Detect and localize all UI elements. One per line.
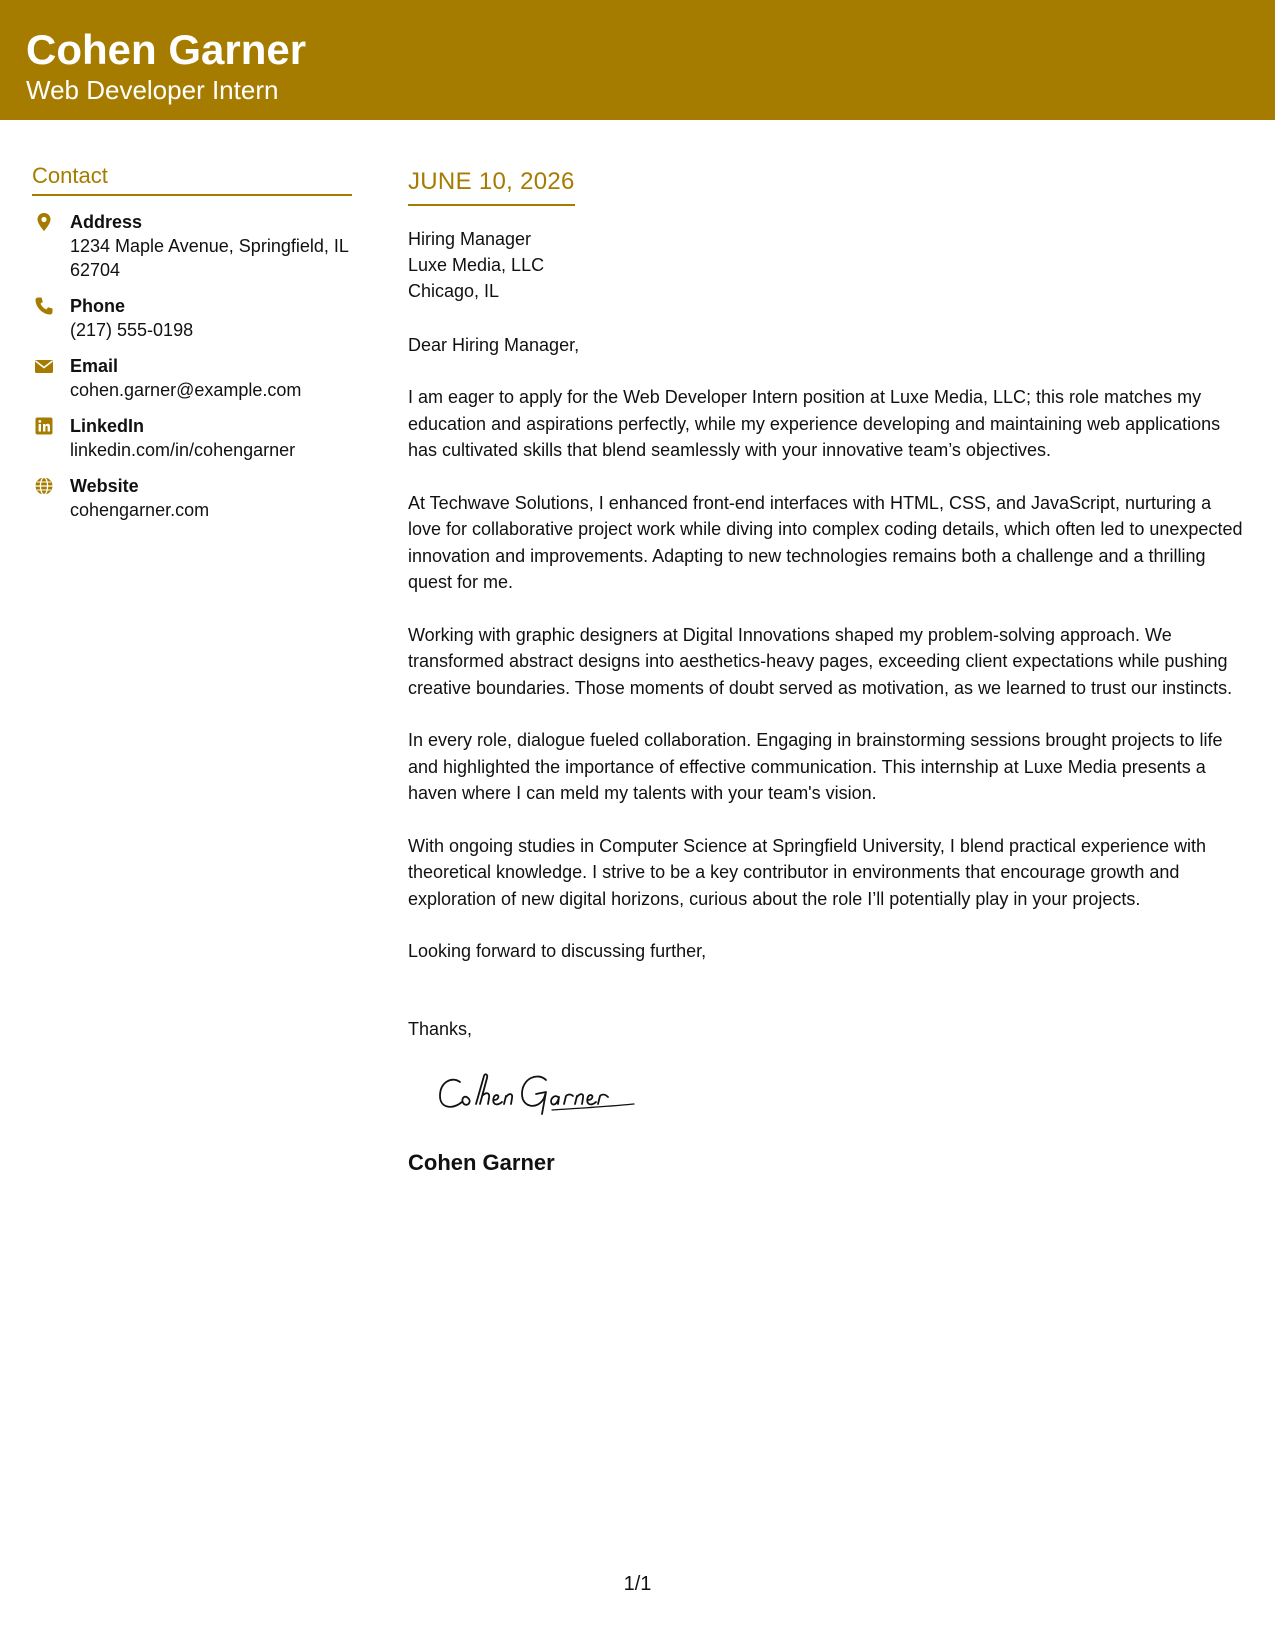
signed-name: Cohen Garner [408,1150,555,1175]
contact-label: Address [70,212,143,232]
contact-label: Email [70,356,119,376]
contact-value: (217) 555-0198 [70,320,194,340]
body-paragraph: I am eager to apply for the Web Developer Intern position at Luxe Media, LLC; this role matches my education and aspirations perfectly, while my experience developing and maintaining web applications has cultivated skills that blend seamlessly with your innovative team’s objectives. [408,387,1221,460]
contact-value: linkedin.com/in/cohengarner [70,440,296,460]
recipient-line: Luxe Media, LLC [408,255,545,275]
body-paragraph: With ongoing studies in Computer Science at Springfield University, I blend practical experience with theoretical knowledge. I strive to be a key contributor in environments that encourage growth and exploration of new digital horizons, curious about the role I’ll potentially play in your projects. [408,835,1207,909]
contact-section-title: Contact [32,162,352,196]
contact-value: cohengarner.com [70,500,210,520]
signoff: Thanks, [408,1019,473,1039]
globe-icon [34,476,54,496]
phone-icon [34,296,54,316]
contact-list [32,210,352,522]
contact-item-email [32,354,352,402]
contact-value: 1234 Maple Avenue, Springfield, IL 62704 [70,236,349,280]
contact-item-website [32,474,352,522]
salutation: Dear Hiring Manager, [408,335,580,355]
linkedin-icon [34,416,54,436]
contact-item-address [32,210,352,282]
body-paragraph: Working with graphic designers at Digital Innovations shaped my problem-solving approach. We transformed abstract designs into aesthetics-heavy pages, exceeding client expectations while pushing creative boundaries. Those moments of doubt served as motivation, as we learned to trust our instincts. [408,624,1233,698]
header-banner [0,0,1275,120]
contact-label: LinkedIn [70,416,145,436]
body-paragraph: In every role, dialogue fueled collaboration. Engaging in brainstorming sessions brought projects to life and highlighted the importance of effective communication. This internship at Luxe Media presents a haven where I can meld my talents with your team's vision. [408,730,1223,803]
contact-item-phone [32,294,352,342]
applicant-name: Cohen Garner [26,26,307,73]
letter-body [408,166,1244,1177]
handwritten-signature [434,1064,654,1124]
contact-label: Website [70,476,139,496]
contact-value: cohen.garner@example.com [70,380,302,400]
body-paragraph: At Techwave Solutions, I enhanced front-end interfaces with HTML, CSS, and JavaScript, nurturing a love for collaborative project work while diving into complex coding details, which often led to unexpected innovation and improvements. Adapting to new technologies remains both a challenge and a thrilling quest for me. [408,492,1243,592]
contact-label: Phone [70,296,126,316]
envelope-icon [34,356,54,376]
page-number: 1/1 [623,1573,652,1595]
map-pin-icon [34,212,54,232]
recipient-line: Hiring Manager [408,229,532,249]
closing-line: Looking forward to discussing further, [408,941,707,961]
recipient-line: Chicago, IL [408,281,500,301]
letter-date: JUNE 10, 2026 [408,166,575,206]
contact-item-linkedin [32,414,352,462]
applicant-role: Web Developer Intern [26,75,279,105]
recipient-block [408,226,1244,304]
contact-sidebar [32,162,352,534]
